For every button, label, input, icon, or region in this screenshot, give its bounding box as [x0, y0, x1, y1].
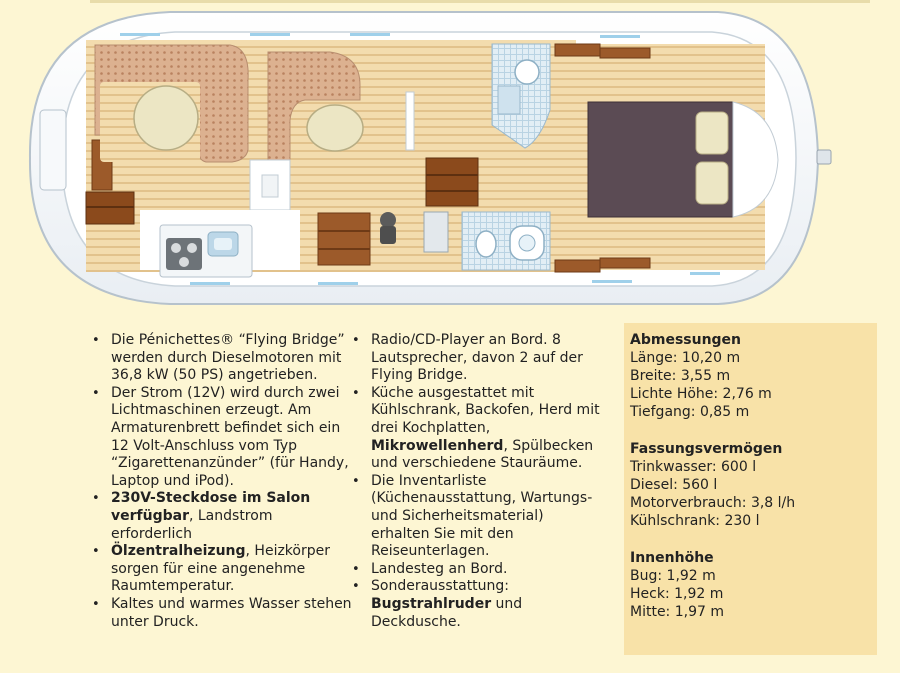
features-left-item — [92, 332, 354, 385]
features-right-column — [352, 332, 602, 631]
spec-capacity — [630, 440, 795, 530]
features-right-text: Radio/CD-Player an Bord. 8 Lautsprecher, davon 2 auf der Flying Bridge. — [371, 332, 583, 384]
spec-headroom-stern: Heck: 1,92 m — [630, 586, 724, 602]
features-left-text: Ölzentralheizung — [111, 543, 246, 560]
spec-length: Länge: 10,20 m — [630, 350, 741, 366]
features-right-text: Sonderausstattung: — [371, 578, 510, 595]
features-right-item — [352, 332, 602, 385]
specs-panel — [624, 323, 877, 655]
galley — [160, 225, 252, 277]
features-right-item — [352, 561, 602, 579]
features-left-column — [92, 332, 354, 631]
forward-bed — [588, 102, 778, 217]
spec-headroom — [630, 549, 795, 621]
spec-consumption: Motorverbrauch: 3,8 l/h — [630, 495, 796, 511]
features-left-text: Die Pénichettes® “Flying Bridge” werden durch Dieselmotoren mit 36,8 kW (50 PS) angetrieben. — [111, 332, 345, 384]
spec-height: Lichte Höhe: 2,76 m — [630, 386, 772, 402]
spec-width: Breite: 3,55 m — [630, 368, 731, 384]
aft-seating — [95, 45, 248, 162]
spec-dimensions — [630, 331, 795, 421]
features-right-text: , Spülbecken und verschiedene Stauräume. — [371, 437, 594, 472]
spec-diesel: Diesel: 560 l — [630, 477, 718, 493]
features-right-text: Landesteg an Bord. — [371, 560, 508, 577]
features-left-text: Kaltes und warmes Wasser stehen unter Druck. — [111, 595, 352, 630]
spec-headroom-bow: Bug: 1,92 m — [630, 568, 716, 584]
features-left-text: , Heizkörper sorgen für eine angenehme Raumtemperatur. — [111, 543, 330, 595]
features-right-text: Mikrowellenherd — [371, 437, 504, 454]
spec-headroom-title: Innenhöhe — [630, 550, 714, 566]
features-right-item — [352, 578, 602, 631]
features-right-text: Die Inventarliste (Küchenausstattung, Wartungs- und Sicherheitsmaterial) erhalten Sie mit den Reiseunterlagen. — [371, 472, 593, 560]
stern-storage — [40, 110, 66, 190]
features-right-text: Bugstrahlruder — [371, 595, 492, 612]
features-left-item — [92, 543, 354, 596]
toilet-room — [462, 212, 550, 270]
features-right-item — [352, 385, 602, 473]
features-right-text: und Deckdusche. — [371, 595, 523, 630]
features-right-text: Küche ausgestattet mit Kühlschrank, Backofen, Herd mit drei Kochplatten, — [371, 384, 600, 436]
boat-floorplan — [0, 0, 900, 320]
features-right-item — [352, 473, 602, 561]
spec-water: Trinkwasser: 600 l — [630, 459, 757, 475]
spec-headroom-middle: Mitte: 1,97 m — [630, 604, 724, 620]
bow-fitting — [817, 150, 831, 164]
features-left-text: 230V-Steckdose im Salon verfügbar — [111, 490, 311, 524]
features-left-list — [92, 332, 354, 631]
spec-fridge: Kühlschrank: 230 l — [630, 513, 760, 529]
features-left-text: , Landstrom erforderlich — [111, 507, 273, 542]
features-left-item — [92, 385, 354, 491]
features-left-item — [92, 490, 354, 543]
spec-dimensions-title: Abmessungen — [630, 332, 742, 348]
spec-capacity-title: Fassungsvermögen — [630, 441, 783, 457]
features-left-text: Der Strom (12V) wird durch zwei Lichtmaschinen erzeugt. Am Armaturenbrett befindet sich ein 12 Volt-Anschluss vom Typ “Zigarettenanzünder” (für Handy, Laptop und iPod). — [111, 384, 349, 489]
spec-draft: Tiefgang: 0,85 m — [630, 404, 750, 420]
features-right-list — [352, 332, 602, 631]
features-left-item — [92, 596, 354, 631]
